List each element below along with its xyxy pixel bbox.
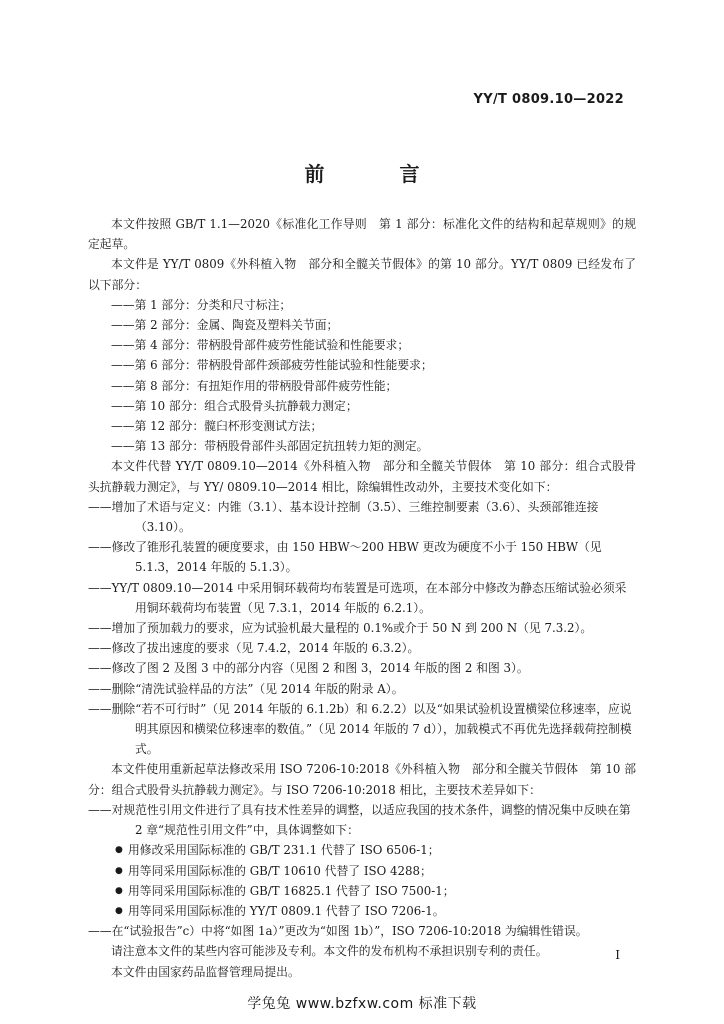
standard-number: YY/T 0809.10—2022	[473, 92, 624, 107]
change-item: ——YY/T 0809.10—2014 中采用铜环载荷均布装置是可选项，在本部分中修改为静态压缩试验必须采用铜环载荷均布装置（见 7.3.1，2014 年版的 6.2.1）。	[88, 580, 627, 615]
page-number: I	[615, 948, 620, 962]
change-item: ——修改了图 2 及图 3 中的部分内容（见图 2 和图 3，2014 年版的图 2 和图 3）。	[88, 661, 529, 676]
part-item: ——第 4 部分：带柄股骨部件疲劳性能试验和性能要求；	[111, 338, 410, 353]
change-item: ——删除“清洗试验样品的方法”（见 2014 年版的附录 A）。	[88, 681, 404, 696]
paragraph-series-intro: 本文件是 YY/T 0809《外科植入物 部分和全髋关节假体》的第 10 部分。YY/T 0809 已经发布了以下部分：	[88, 257, 636, 292]
paragraph-adoption: 本文件使用重新起草法修改采用 ISO 7206-10:2018《外科植入物 部分和全髋关节假体 第 10 部分：组合式股骨头抗静载力测定》。与 ISO 7206-10:2018 相比，主要技术差异如下：	[88, 762, 636, 797]
change-item: ——增加了预加载力的要求，应为试验机最大量程的 0.1%或介于 50 N 到 200 N（见 7.3.2）。	[88, 621, 593, 636]
difference-intro: ——对规范性引用文件进行了具有技术性差异的调整，以适应我国的技术条件，调整的情况集中反映在第 2 章“规范性引用文件”中，具体调整如下：	[88, 802, 631, 838]
difference-item: ● 用等同采用国际标准的 GB/T 10610 代替了 ISO 4288；	[88, 861, 636, 881]
difference-item: ● 用等同采用国际标准的 YY/T 0809.1 代替了 ISO 7206-1。	[88, 901, 636, 921]
paragraph-drafting-rules: 本文件按照 GB/T 1.1—2020《标准化工作导则 第 1 部分：标准化文件的结构和起草规则》的规定起草。	[88, 217, 636, 252]
difference-item: ● 用等同采用国际标准的 GB/T 16825.1 代替了 ISO 7500-1；	[88, 881, 636, 901]
part-item: ——第 2 部分：金属、陶瓷及塑料关节面；	[111, 318, 339, 333]
part-item: ——第 6 部分：带柄股骨部件颈部疲劳性能试验和性能要求；	[111, 358, 433, 373]
difference-item: ● 用修改采用国际标准的 GB/T 231.1 代替了 ISO 6506-1；	[88, 840, 636, 860]
document-body	[88, 214, 636, 982]
change-item: ——修改了锥形孔装置的硬度要求，由 150 HBW～200 HBW 更改为硬度不小于 150 HBW（见 5.1.3，2014 年版的 5.1.3）。	[88, 540, 602, 575]
paragraph-patent-notice: 请注意本文件的某些内容可能涉及专利。本文件的发布机构不承担识别专利的责任。	[111, 944, 548, 959]
paragraph-proposer: 本文件由国家药品监督管理局提出。	[111, 964, 300, 979]
paragraph-replaces: 本文件代替 YY/T 0809.10—2014《外科植入物 部分和全髋关节假体 第 10 部分：组合式股骨头抗静载力测定》，与 YY/ 0809.10—2014 相比，除编辑性改动外，主要技术变化如下：	[88, 459, 636, 494]
part-item: ——第 10 部分：组合式股骨头抗静载力测定；	[111, 398, 358, 413]
part-item: ——第 12 部分：髋臼杯形变测试方法；	[111, 419, 323, 434]
page-title: 前 言	[304, 162, 454, 186]
part-item: ——第 1 部分：分类和尺寸标注；	[111, 297, 292, 312]
difference-item-last: ——在“试验报告”c）中将“如图 1a）”更改为“如图 1b）”，ISO 7206-10:2018 为编辑性错误。	[88, 924, 588, 939]
part-item: ——第 13 部分：带柄股骨部件头部固定抗扭转力矩的测定。	[111, 439, 429, 454]
footer-watermark: 学兔兔 www.bzfxw.com 标准下载	[247, 996, 477, 1012]
part-item: ——第 8 部分：有扭矩作用的带柄股骨部件疲劳性能；	[111, 378, 398, 393]
change-item: ——删除“若不可行时”（见 2014 年版的 6.1.2b）和 6.2.2）以及“如果试验机设置横梁位移速率，应说明其原因和横梁位移速率的数值。”（见 2014 年版的 7 d）），加载模式不再优先选择载荷控制模式。	[88, 701, 632, 757]
change-item: ——修改了拔出速度的要求（见 7.4.2，2014 年版的 6.3.2）。	[88, 641, 420, 656]
change-item: ——增加了术语与定义：内锥（3.1）、基本设计控制（3.5）、三维控制要素（3.6）、头颈部锥连接（3.10）。	[88, 499, 599, 535]
